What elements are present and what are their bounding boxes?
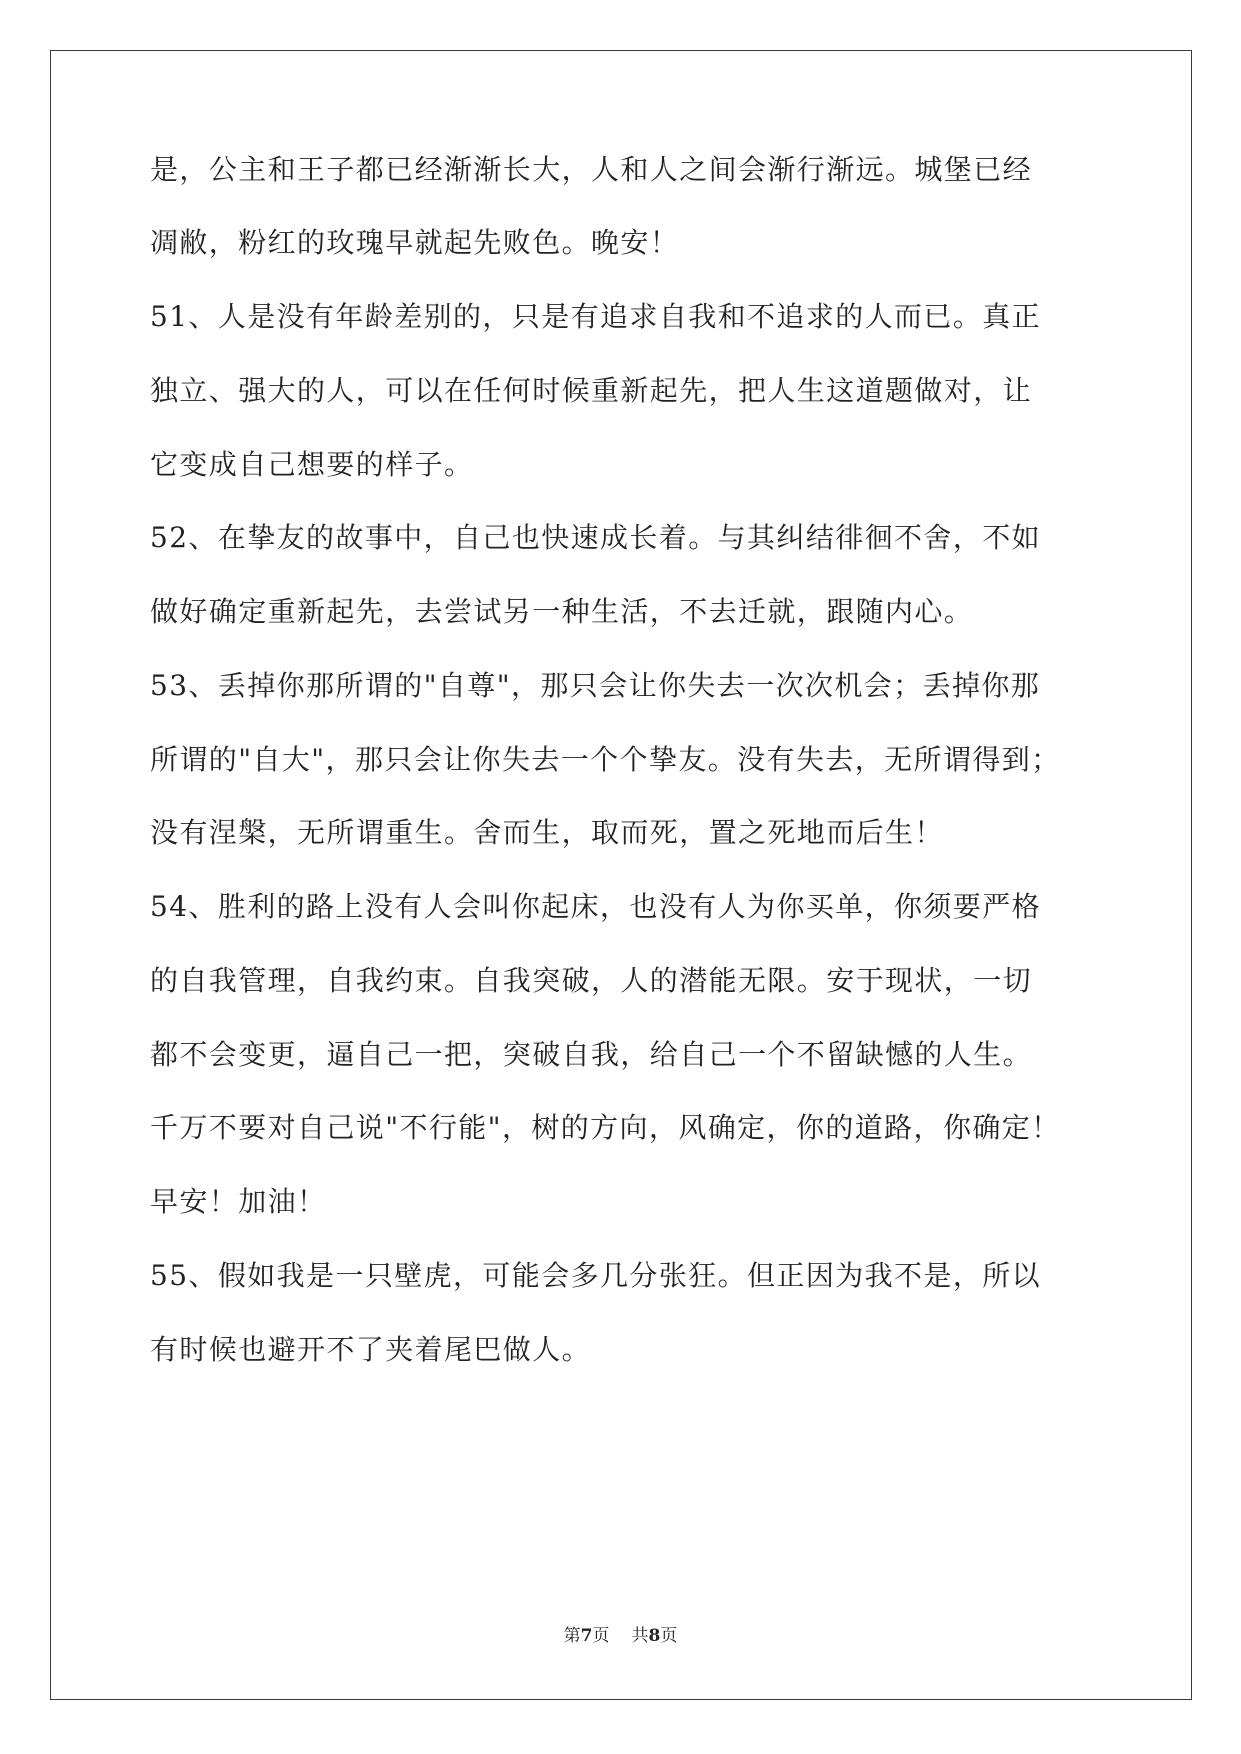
page-prefix: 第 <box>563 1626 581 1646</box>
total-prefix: 共 <box>631 1626 649 1646</box>
text-line: 55、假如我是一只壁虎，可能会多几分张狂。但正因为我不是，所以 <box>150 1259 1042 1292</box>
text-line: 早安！加油！ <box>150 1185 327 1218</box>
text-line: 做好确定重新起先，去尝试另一种生活，不去迁就，跟随内心。 <box>150 595 974 628</box>
page-suffix: 页 <box>592 1626 610 1646</box>
text-line: 的自我管理，自我约束。自我突破，人的潜能无限。安于现状，一切 <box>150 964 1033 997</box>
text-line: 没有涅槃，无所谓重生。舍而生，取而死，置之死地而后生！ <box>150 816 944 849</box>
text-line: 是，公主和王子都已经渐渐长大，人和人之间会渐行渐远。城堡已经 <box>150 153 1033 186</box>
text-line: 千万不要对自己说"不行能"，树的方向，风确定，你的道路，你确定！ <box>150 1111 1061 1144</box>
total-suffix: 页 <box>660 1626 678 1646</box>
text-line: 都不会变更，逼自己一把，突破自我，给自己一个不留缺憾的人生。 <box>150 1038 1033 1071</box>
text-line: 有时候也避开不了夹着尾巴做人。 <box>150 1333 592 1366</box>
text-line: 它变成自己想要的样子。 <box>150 448 474 481</box>
text-line: 凋敝，粉红的玫瑰早就起先败色。晚安！ <box>150 226 680 259</box>
current-page-number: 7 <box>580 1626 593 1646</box>
text-line: 52、在挚友的故事中，自己也快速成长着。与其纠结徘徊不舍，不如 <box>150 521 1042 554</box>
text-line: 所谓的"自大"，那只会让你失去一个个挚友。没有失去，无所谓得到； <box>150 743 1061 776</box>
text-line: 54、胜利的路上没有人会叫你起床，也没有人为你买单，你须要严格 <box>150 890 1042 923</box>
total-page-number: 8 <box>648 1626 661 1646</box>
text-line: 独立、强大的人，可以在任何时候重新起先，把人生这道题做对，让 <box>150 374 1033 407</box>
text-line: 51、人是没有年龄差别的，只是有追求自我和不追求的人而已。真正 <box>150 300 1042 333</box>
page-footer <box>0 1621 1241 1646</box>
text-line: 53、丢掉你那所谓的"自尊"，那只会让你失去一次次机会；丢掉你那 <box>150 669 1041 702</box>
